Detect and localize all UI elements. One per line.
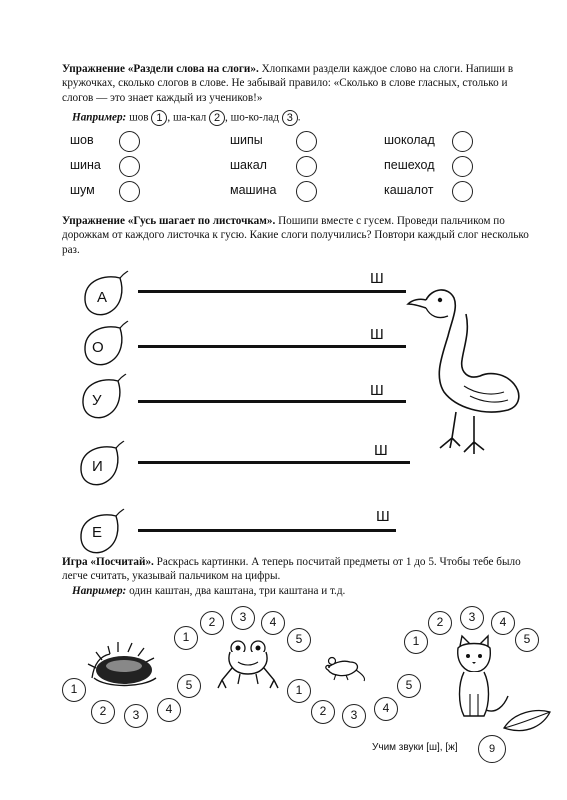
- exercise-1-example-label: Например:: [72, 111, 127, 124]
- count-number-3[interactable]: 3: [231, 606, 255, 630]
- count-number-2[interactable]: 2: [91, 700, 115, 724]
- word-shum: шум: [70, 183, 95, 197]
- word-shov: шов: [70, 133, 94, 147]
- syllable-answer-circle[interactable]: [296, 156, 317, 177]
- syllable-answer-circle[interactable]: [452, 181, 473, 202]
- count-number-3[interactable]: 3: [124, 704, 148, 728]
- exercise-3-example: [72, 584, 547, 598]
- exercise-1-text: Хлопками раздели каждое слово на слоги. Напиши в кружочках, сколько слогов в слове. Не забывай правило: «Сколько в слове гласных, столько и слогов — это знает каждый из учеников!»: [62, 63, 514, 104]
- count-number-3[interactable]: 3: [460, 606, 484, 630]
- count-number-1[interactable]: 1: [404, 630, 428, 654]
- path-end-letter: Ш: [370, 326, 384, 343]
- path-line[interactable]: [138, 529, 396, 532]
- example-word-3: , шо-ко-лад: [225, 111, 279, 124]
- word-mashina: машина: [230, 183, 277, 197]
- exercise-1-title-prefix: Упражнение: [62, 63, 128, 75]
- count-number-2[interactable]: 2: [311, 700, 335, 724]
- footer-section-title: Учим звуки [ш], [ж]: [372, 742, 458, 753]
- count-number-4[interactable]: 4: [374, 697, 398, 721]
- word-shina: шина: [70, 158, 101, 172]
- exercise-3-example-text: один каштан, два каштана, три каштана и т.д.: [126, 585, 346, 597]
- word-peshekhod: пешеход: [384, 158, 435, 172]
- exercise-2-title: Упражнение «Гусь шагает по листочкам».: [62, 215, 276, 227]
- word-kashalot: кашалот: [384, 183, 434, 197]
- exercise-3-title: Игра «Посчитай».: [62, 556, 154, 568]
- path-end-letter: Ш: [374, 442, 388, 459]
- count-number-4[interactable]: 4: [157, 698, 181, 722]
- count-number-4[interactable]: 4: [261, 611, 285, 635]
- count-number-5[interactable]: 5: [397, 674, 421, 698]
- word-shipy: шипы: [230, 133, 263, 147]
- count-number-5[interactable]: 5: [177, 674, 201, 698]
- exercise-1-title: «Раздели слова на слоги».: [127, 63, 259, 75]
- count-number-1[interactable]: 1: [287, 679, 311, 703]
- syllable-answer-circle[interactable]: [296, 181, 317, 202]
- leaf-letter-u: У: [92, 392, 102, 409]
- count-number-4[interactable]: 4: [491, 611, 515, 635]
- exercise-3-text: Раскрась картинки. А теперь посчитай предметы от 1 до 5. Чтобы тебе было легче считать, указывай пальчиком на цифры.: [62, 556, 521, 583]
- exercise-2-instructions: [62, 214, 537, 257]
- word-shokolad: шоколад: [384, 133, 435, 147]
- frog-icon: [216, 638, 282, 695]
- example-count-2: 2: [209, 110, 225, 126]
- path-line[interactable]: [138, 400, 406, 403]
- count-number-5[interactable]: 5: [515, 628, 539, 652]
- goose-icon: [404, 276, 524, 471]
- path-line[interactable]: [138, 461, 410, 464]
- exercise-3-instructions: [62, 555, 537, 584]
- decorative-leaf-icon: [500, 706, 554, 745]
- example-word-1: шов: [129, 111, 149, 124]
- path-line[interactable]: [138, 345, 406, 348]
- leaf-letter-i: И: [92, 458, 103, 475]
- leaf-letter-e: Е: [92, 524, 103, 541]
- example-count-1: 1: [151, 110, 167, 126]
- exercise-1-example: [72, 110, 547, 126]
- example-end: .: [297, 111, 301, 124]
- count-number-1[interactable]: 1: [62, 678, 86, 702]
- leaf-letter-o: О: [92, 339, 104, 356]
- count-number-5[interactable]: 5: [287, 628, 311, 652]
- leaf-icon: [80, 320, 130, 372]
- count-number-3[interactable]: 3: [342, 704, 366, 728]
- count-number-1[interactable]: 1: [174, 626, 198, 650]
- syllable-answer-circle[interactable]: [119, 156, 140, 177]
- mouse-icon: [320, 652, 368, 687]
- chestnut-icon: [86, 638, 166, 695]
- exercise-2-text: Пошипи вместе с гусем. Проведи пальчиком по дорожкам от каждого листочка к гусю. Какие слоги получились? Повтори каждый слог несколько раз.: [62, 215, 529, 256]
- syllable-answer-circle[interactable]: [119, 131, 140, 152]
- leaf-letter-a: А: [97, 289, 108, 306]
- page-number: 9: [478, 735, 506, 763]
- syllable-answer-circle[interactable]: [119, 181, 140, 202]
- path-end-letter: Ш: [370, 270, 384, 287]
- example-word-2: , ша-кал: [167, 111, 207, 124]
- syllable-answer-circle[interactable]: [452, 156, 473, 177]
- word-shakal: шакал: [230, 158, 267, 172]
- count-number-2[interactable]: 2: [200, 611, 224, 635]
- syllable-answer-circle[interactable]: [296, 131, 317, 152]
- leaf-icon: [78, 373, 128, 425]
- path-line[interactable]: [138, 290, 406, 293]
- count-number-2[interactable]: 2: [428, 611, 452, 635]
- exercise-3-example-label: Например:: [72, 585, 127, 597]
- path-end-letter: Ш: [376, 508, 390, 525]
- path-end-letter: Ш: [370, 382, 384, 399]
- example-count-3: 3: [282, 110, 298, 126]
- exercise-1-instructions: [62, 62, 537, 105]
- syllable-answer-circle[interactable]: [452, 131, 473, 152]
